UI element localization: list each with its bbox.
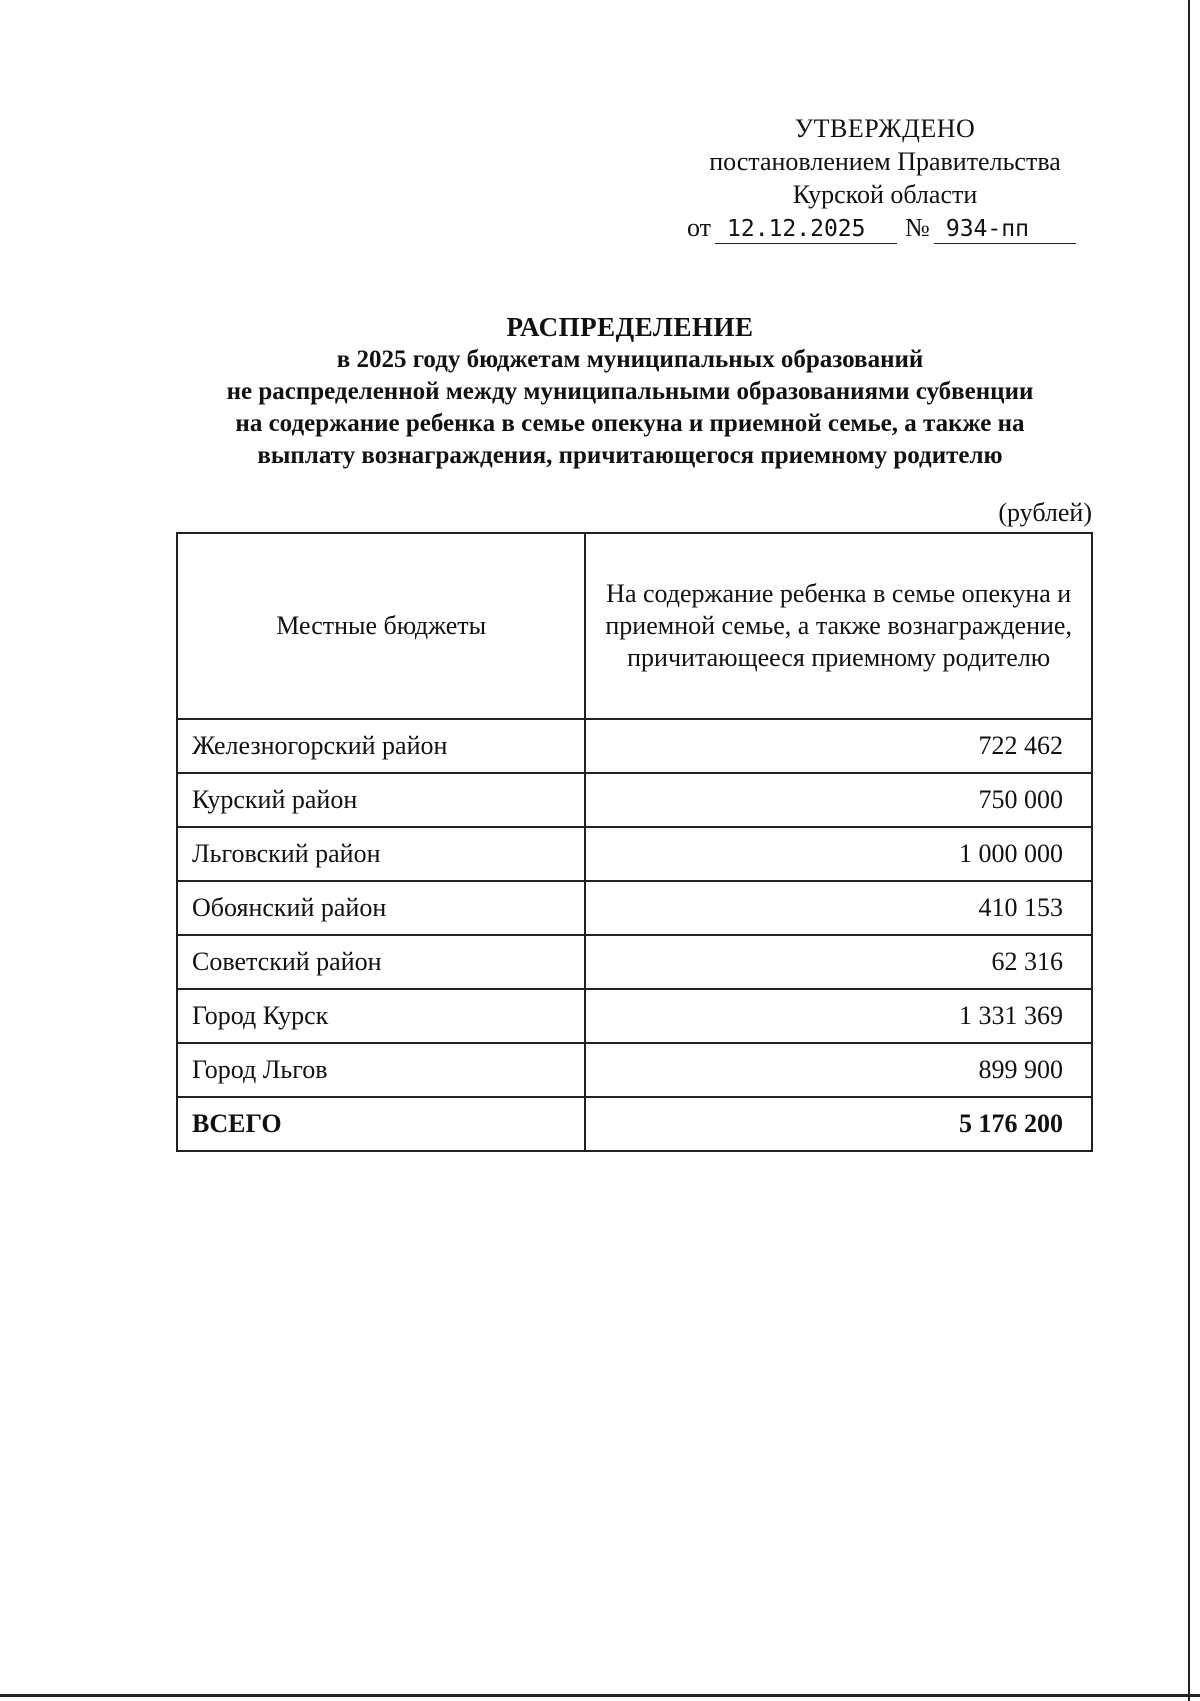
approval-date-line bbox=[687, 211, 1090, 244]
document-title-block bbox=[160, 310, 1100, 472]
row-name: Льговский район bbox=[177, 827, 585, 881]
row-amount: 899 900 bbox=[585, 1043, 1092, 1097]
table-header-row bbox=[177, 533, 1092, 719]
row-amount: 1 331 369 bbox=[585, 989, 1092, 1043]
budget-table bbox=[176, 532, 1093, 1152]
scan-edge-bottom bbox=[0, 1694, 1200, 1697]
table-row bbox=[177, 827, 1092, 881]
table-row bbox=[177, 719, 1092, 773]
approval-number: 934-пп bbox=[934, 215, 1076, 244]
row-amount: 410 153 bbox=[585, 881, 1092, 935]
approval-date: 12.12.2025 bbox=[715, 215, 897, 244]
number-sign: № bbox=[905, 213, 930, 242]
table-row bbox=[177, 1043, 1092, 1097]
header-local-budgets: Местные бюджеты bbox=[177, 533, 585, 719]
row-name: Город Льгов bbox=[177, 1043, 585, 1097]
approval-block bbox=[680, 112, 1090, 244]
table-row bbox=[177, 989, 1092, 1043]
row-name: Железногорский район bbox=[177, 719, 585, 773]
row-name: Советский район bbox=[177, 935, 585, 989]
table-row bbox=[177, 773, 1092, 827]
row-amount: 722 462 bbox=[585, 719, 1092, 773]
document-title: РАСПРЕДЕЛЕНИЕ bbox=[506, 312, 754, 342]
row-amount: 1 000 000 bbox=[585, 827, 1092, 881]
header-amount: На содержание ребенка в семье опекуна и приемной семье, а также вознаграждение, причитающееся приемному родителю bbox=[585, 533, 1092, 719]
row-name: Город Курск bbox=[177, 989, 585, 1043]
table-row bbox=[177, 881, 1092, 935]
total-label: ВСЕГО bbox=[177, 1097, 585, 1151]
approval-line-2: Курской области bbox=[792, 180, 978, 209]
row-amount: 62 316 bbox=[585, 935, 1092, 989]
table-row bbox=[177, 935, 1092, 989]
scan-edge-right bbox=[1188, 0, 1190, 1701]
approval-heading: УТВЕРЖДЕНО bbox=[794, 114, 976, 143]
total-amount: 5 176 200 bbox=[585, 1097, 1092, 1151]
document-subtitle: в 2025 году бюджетам муниципальных образований не распределенной между муниципальными образованиями субвенции на содержание ребенка в семье опекуна и приемной семье, а также на выплату вознаграждения, причитающегося приемному родителю bbox=[226, 346, 1034, 469]
date-prefix: от bbox=[687, 213, 712, 242]
table-total-row bbox=[177, 1097, 1092, 1151]
units-label: (рублей) bbox=[998, 498, 1092, 527]
row-amount: 750 000 bbox=[585, 773, 1092, 827]
approval-line-1: постановлением Правительства bbox=[709, 147, 1061, 176]
row-name: Обоянский район bbox=[177, 881, 585, 935]
row-name: Курский район bbox=[177, 773, 585, 827]
